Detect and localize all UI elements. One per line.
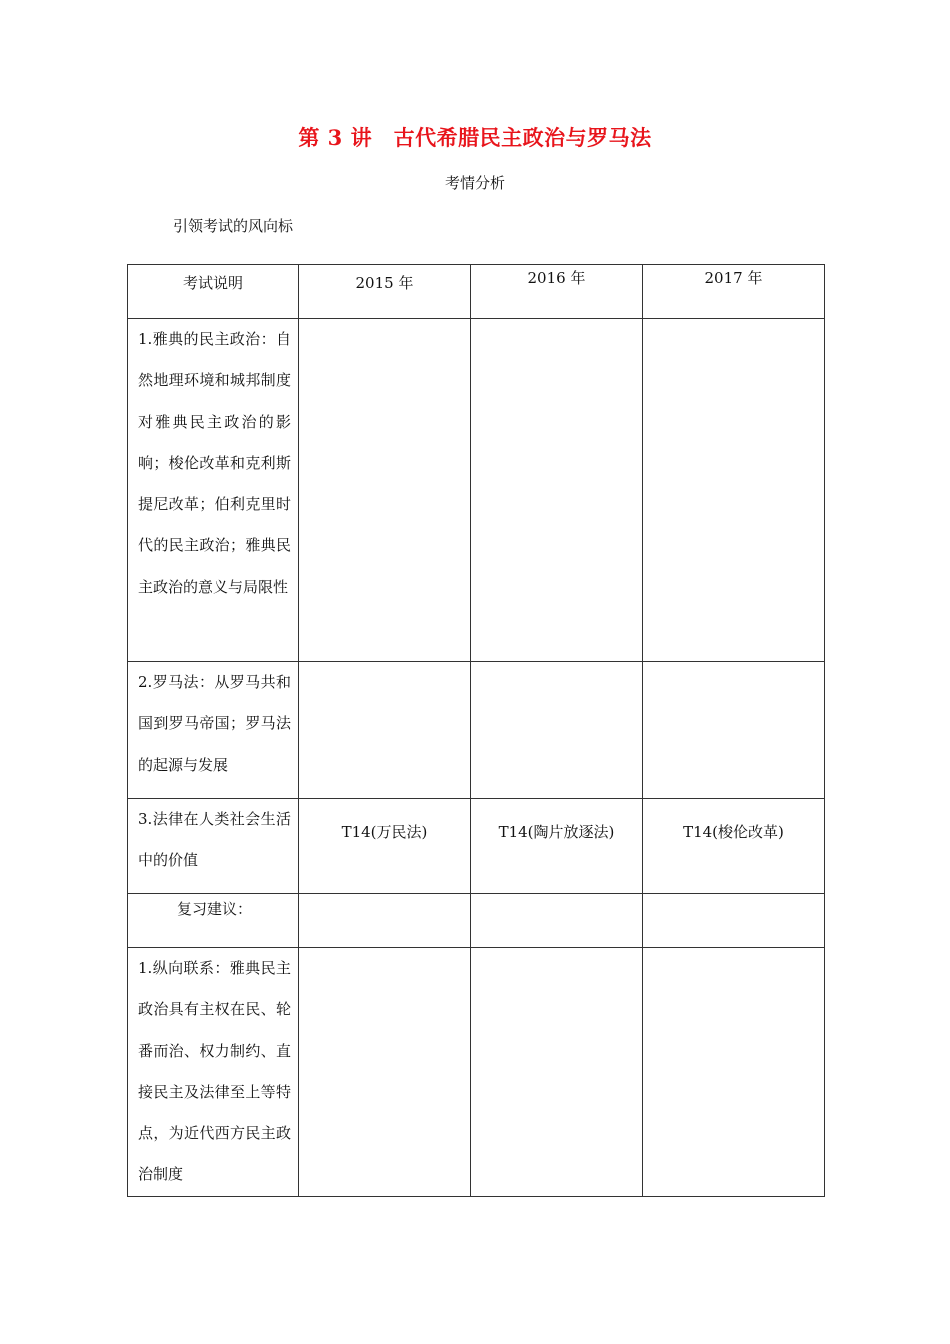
row-description: 3.法律在人类社会生活中的价值 — [128, 799, 299, 894]
cell-2015: T14(万民法) — [299, 799, 471, 894]
row-description: 2.罗马法：从罗马共和国到罗马帝国；罗马法的起源与发展 — [128, 662, 299, 799]
table-row — [128, 894, 825, 948]
cell-2017 — [643, 319, 825, 662]
cell-2016 — [471, 894, 643, 948]
table-row — [128, 319, 825, 662]
cell-2016 — [471, 662, 643, 799]
table-row — [128, 662, 825, 799]
cell-2016 — [471, 319, 643, 662]
table-header-row — [128, 265, 825, 319]
section-heading: 考情分析 — [444, 174, 505, 192]
row-description: 1.纵向联系：雅典民主政治具有主权在民、轮番而治、权力制约、直接民主及法律至上等特点，为近代西方民主政治制度 — [128, 948, 299, 1197]
row-description: 复习建议： — [128, 894, 299, 948]
intro-label: 引领考试的风向标 — [173, 217, 294, 235]
header-year-2017: 2017 年 — [643, 265, 825, 319]
cell-2016 — [471, 948, 643, 1197]
cell-2017 — [643, 662, 825, 799]
header-exam-description: 考试说明 — [128, 265, 299, 319]
exam-table — [127, 264, 825, 1197]
cell-2017: T14(梭伦改革) — [643, 799, 825, 894]
page-title: 第 3 讲 古代希腊民主政治与罗马法 — [298, 125, 652, 150]
table-row — [128, 799, 825, 894]
cell-2015 — [299, 948, 471, 1197]
cell-2015 — [299, 319, 471, 662]
cell-2017 — [643, 948, 825, 1197]
header-year-2016: 2016 年 — [471, 265, 643, 319]
cell-2015 — [299, 662, 471, 799]
cell-2015 — [299, 894, 471, 948]
cell-2017 — [643, 894, 825, 948]
row-description: 1.雅典的民主政治：自然地理环境和城邦制度对雅典民主政治的影响；梭伦改革和克利斯提尼改革；伯利克里时代的民主政治；雅典民主政治的意义与局限性 — [128, 319, 299, 662]
table-row — [128, 948, 825, 1197]
cell-2016: T14(陶片放逐法) — [471, 799, 643, 894]
header-year-2015: 2015 年 — [299, 265, 471, 319]
